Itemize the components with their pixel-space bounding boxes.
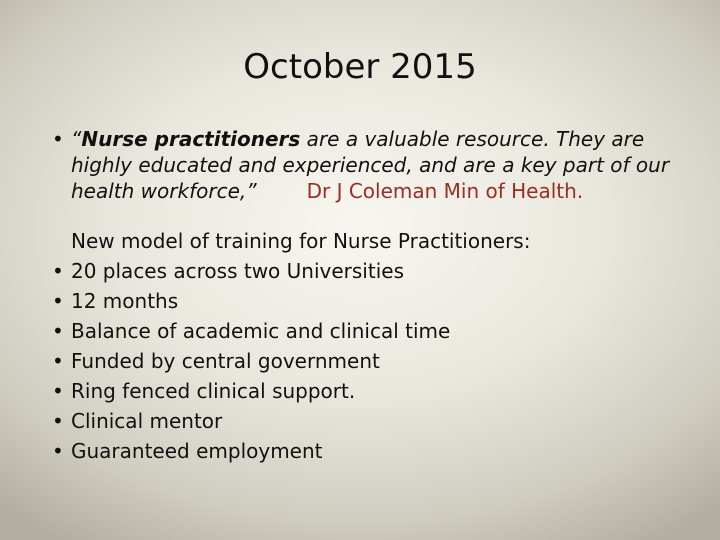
bullet-list	[52, 256, 692, 466]
bullet-glyph: •	[52, 379, 64, 403]
bullet-glyph: •	[52, 259, 64, 283]
list-item	[52, 346, 692, 376]
spacer	[52, 204, 692, 226]
quote-emphasis: Nurse practitioners	[81, 127, 301, 151]
bullet-glyph: •	[52, 289, 64, 313]
quote-open-mark: “	[71, 127, 82, 151]
intro-line	[52, 226, 692, 256]
list-item-text: Funded by central government	[71, 349, 380, 373]
quote-text: are a valuable resource. They are highly educated and experienced, and are a key part of our health workforce,”	[71, 127, 670, 203]
list-item	[52, 286, 692, 316]
list-item	[52, 436, 692, 466]
list-item	[52, 316, 692, 346]
quote-bullet	[52, 126, 692, 204]
list-item	[52, 406, 692, 436]
list-item-text: 12 months	[71, 289, 179, 313]
bullet-glyph: •	[52, 319, 64, 343]
list-item-text: Guaranteed employment	[71, 439, 323, 463]
bullet-glyph: •	[52, 439, 64, 463]
list-item	[52, 256, 692, 286]
list-item-text: Clinical mentor	[71, 409, 223, 433]
quote-attribution: Dr J Coleman Min of Health.	[306, 179, 584, 203]
list-item-text: 20 places across two Universities	[71, 259, 404, 283]
bullet-glyph: •	[52, 349, 64, 373]
slide-body	[52, 126, 692, 466]
slide-title: October 2015	[243, 47, 477, 87]
bullet-glyph: •	[52, 409, 64, 433]
list-item-text: Ring fenced clinical support.	[71, 379, 356, 403]
list-item-text: Balance of academic and clinical time	[71, 319, 451, 343]
intro-text: New model of training for Nurse Practitioners:	[71, 229, 531, 253]
bullet-glyph: •	[52, 127, 64, 151]
list-item	[52, 376, 692, 406]
